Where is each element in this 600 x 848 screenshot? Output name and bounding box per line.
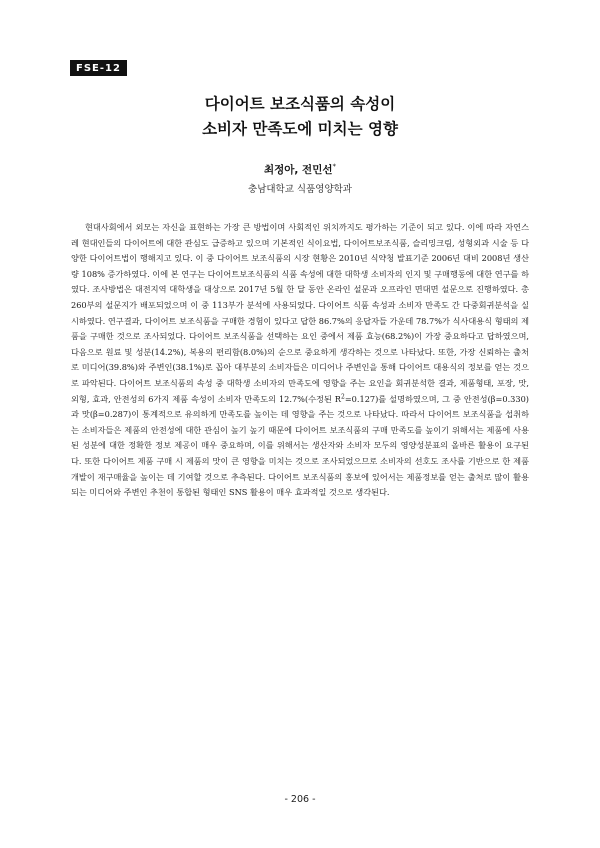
abstract-text-part-2: =0.127)를 설명하였으며, 그 중 안전성(β=0.330)과 맛(β=0.287)이 통계적으로 유의하게 만족도를 높이는 데 영향을 주는 것으로 나타났다. 따라서 다이어트 보조식품을 섭취하는 소비자들은 제품의 안전성에 대한 관심이 높기 높기 때문에 다이어트 보조식품의 구매 만족도를 높이기 위해서는 제품에 사용된 성분에 대한 정확한 정보 제공이 매우 중요하며, 이를 위해서는 생산자와 소비자 모두의 영양성분표의 올바른 활용이 요구된다. 또한 다이어트 제품 구매 시 제품의 맛이 큰 영향을 미치는 것으로 조사되었으므로 소비자의 선호도 조사를 기반으로 한 제품 개발이 재구매율을 높이는 데 기여할 것으로 추측된다. 다이어트 보조식품의 홍보에 있어서는 제품정보를 얻는 출처로 많이 활용되는 미디어와 주변인 추천이 통합된 형태인 SNS 활용이 매우 효과적일 것으로 생각된다. [71,393,530,498]
page-number: - 206 - [284,794,316,805]
paper-title [0,92,600,142]
r-squared-superscript: 2 [340,392,345,400]
abstract-text-part-1: 현대사회에서 외모는 자신을 표현하는 가장 큰 방법이며 사회적인 위치까지도 평가하는 기준이 되고 있다. 이에 따라 자연스레 현대인들의 다이어트에 대한 관심도 급증하고 있으며 기본적인 식이요법, 다이어트보조식품, 슬리밍크림, 성형외과 시술 등 다양한 다이어트법이 행해지고 있다. 이 중 다이어트 보조식품의 시장 현황은 2010년 식약청 발표기준 2006년 대비 2008년 생산량 108% 증가하였다. 이에 본 연구는 다이어트보조식품의 식품 속성에 대한 대학생 소비자의 인지 및 구매행동에 대한 연구를 하였다. 조사방법은 대전지역 대학생을 대상으로 2017년 5월 한 달 동안 온라인 설문과 오프라인 면대면 설문으로 진행하였다. 총 260부의 설문지가 배포되었으며 이 중 113부가 분석에 사용되었다. 다이어트 식품 속성과 소비자 만족도 간 다중회귀분석을 실시하였다. 연구결과, 다이어트 보조식품을 구매한 경험이 있다고 답한 86.7%의 응답자들 가운데 78.7%가 식사대용식 형태의 제품을 구매한 것으로 조사되었다. 다이어트 보조식품을 선택하는 요인 중에서 제품 효능(68.2%)이 가장 중요하다고 답하였으며, 다음으로 원료 및 성분(14.2%), 복용의 편리함(8.0%)의 순으로 중요하게 생각하는 것으로 나타났다. 또한, 가장 신뢰하는 출처로 미디어(39.8%)와 주변인(38.1%)로 꼽아 대부분의 소비자들은 미디어나 주변인을 통해 다이어트 대용식의 정보를 얻는 것으로 파악된다. 다이어트 보조식품의 속성 중 대학생 소비자의 만족도에 영향을 주는 요인을 회귀분석한 결과, 제품형태, 포장, 맛, 외형, 효과, 안전성의 6가지 제품 속성이 소비자 만족도의 12.7%(수정된 R [71,222,529,404]
corresponding-author-mark: * [332,162,336,171]
title-line-2: 소비자 만족도에 미치는 영향 [202,120,398,138]
title-line-1: 다이어트 보조식품의 속성이 [204,95,396,113]
session-badge: FSE-12 [70,60,127,76]
abstract-body [71,220,529,501]
author-names: 최정아, 전민선 [263,164,333,176]
authors [0,162,600,177]
affiliation: 충남대학교 식품영양학과 [248,184,352,195]
